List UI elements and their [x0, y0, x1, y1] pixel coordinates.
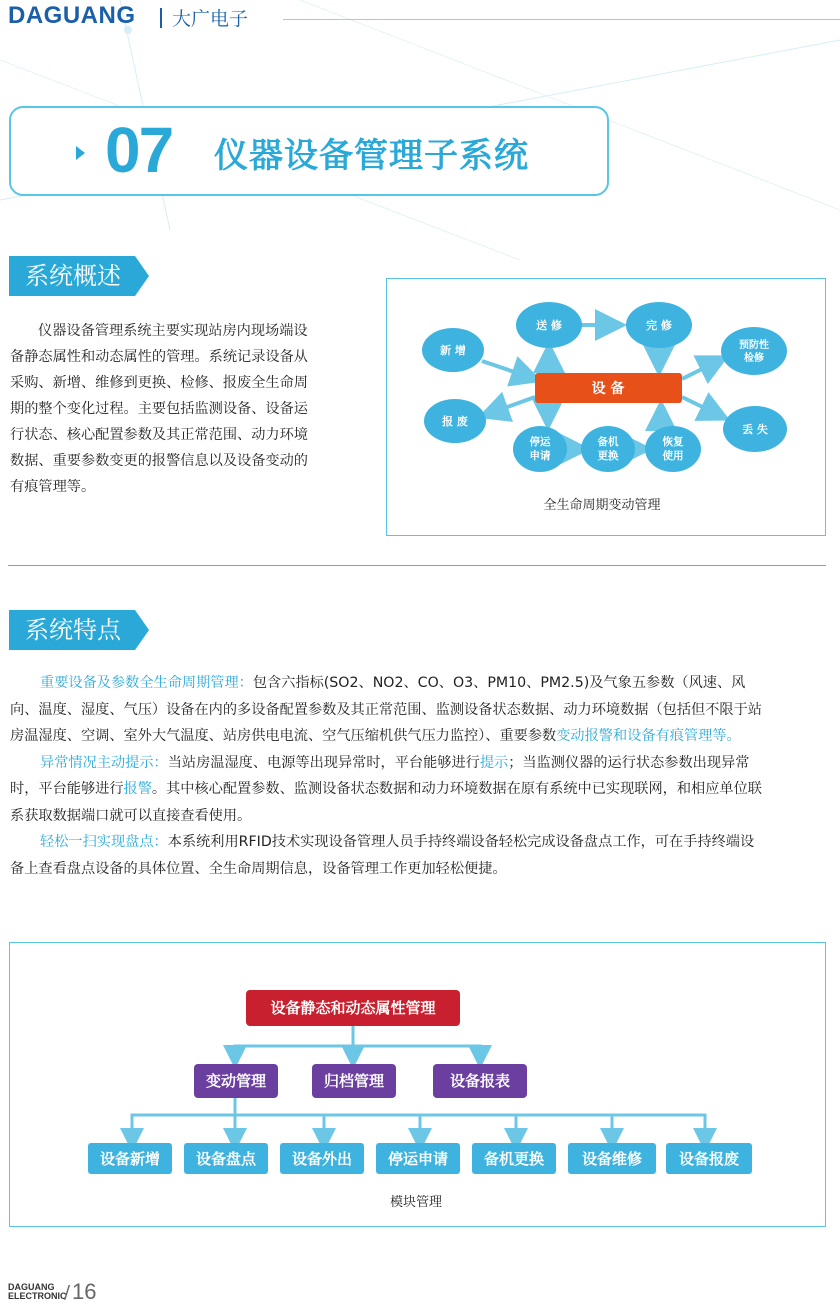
feature-item-lifecycle	[10, 670, 830, 750]
feature-text: 向、温度、湿度、气压）设备在内的多设备配置参数及其正常范围、监测设备状态数据、动力环境数据（包括但不限于站	[10, 701, 762, 718]
feature-label: 重要设备及参数全生命周期管理：	[40, 675, 253, 691]
spare-label-1: 备机	[597, 436, 619, 448]
arrow-center-to-lost	[682, 397, 723, 417]
arrow-center-to-preventive	[682, 359, 722, 379]
feature-text: 包含六指标(SO2、NO2、CO、O3、PM10、PM2.5)及气象五参数（风速、风	[252, 675, 746, 691]
stop-label-1: 停运	[529, 436, 551, 448]
root-label: 设备静态和动态属性管理	[270, 999, 436, 1017]
repair-label: 送 修	[536, 319, 562, 332]
feature-highlight: 报警	[123, 781, 152, 797]
overview-line: 有痕管理等。	[10, 479, 96, 495]
level3-label: 设备新增	[99, 1150, 161, 1168]
level3-label: 设备报废	[678, 1150, 740, 1168]
level2-label: 设备报表	[449, 1072, 511, 1090]
feature-text: 房温湿度、空调、室外大气温度、站房供电电流、空气压缩机供气压力监控）、重要参数	[10, 728, 557, 744]
overview-body	[10, 318, 350, 500]
spare-node	[581, 426, 635, 472]
feature-text: 时，平台能够进行	[10, 781, 124, 797]
feature-text: 本系统利用RFID技术实现设备管理人员手持终端设备轻松完成设备盘点工作，可在手持终端设	[167, 834, 755, 850]
header-rule	[283, 19, 840, 20]
feature-text: 系获取数据端口就可以直接查看使用。	[10, 807, 252, 824]
footer-brand	[8, 1283, 67, 1301]
module-caption: 模块管理	[389, 1195, 443, 1210]
overview-line: 行状态、核心配置参数及其正常范围、动力环境	[10, 427, 308, 443]
overview-line: 数据、重要参数变更的报警信息以及设备变动的	[10, 453, 308, 469]
brand-divider	[160, 8, 162, 28]
overview-line: 仪器设备管理系统主要实现站房内现场端设	[38, 323, 308, 339]
level2-label: 归档管理	[323, 1072, 385, 1090]
feature-highlight: 变动报警和设备有痕管理等。	[556, 728, 741, 744]
overview-line: 备静态属性和动态属性的管理。系统记录设备从	[10, 349, 308, 365]
footer-brand-bottom: ELECTRONIC	[8, 1291, 67, 1301]
footer-brand-top: DAGUANG	[8, 1282, 55, 1292]
feature-item-alerts	[10, 750, 830, 830]
level3-label: 备机更换	[483, 1150, 545, 1168]
feature-highlight: 提示	[479, 754, 509, 771]
level2-label: 变动管理	[205, 1072, 267, 1090]
overview-heading: 系统概述	[9, 256, 135, 296]
feature-text: ；当监测仪器的运行状态参数出现异常	[508, 754, 750, 771]
stop-node	[513, 426, 567, 472]
level3-label: 设备维修	[581, 1150, 643, 1168]
overview-line: 采购、新增、维修到更换、检修、报废全生命周	[10, 375, 308, 391]
feature-text: 当站房温湿度、电源等出现异常时，平台能够进行	[167, 754, 480, 771]
level3-label: 停运申请	[387, 1150, 449, 1168]
spare-label-2: 更换	[597, 450, 619, 462]
play-arrow-icon	[76, 146, 85, 160]
level3-label: 设备盘点	[195, 1150, 257, 1168]
lost-label: 丢 失	[742, 423, 768, 436]
scrap-label: 报 废	[442, 415, 468, 428]
preventive-label-1: 预防性	[739, 340, 769, 351]
features-heading: 系统特点	[9, 610, 135, 650]
brand-logo: DAGUANG	[8, 2, 136, 29]
feature-text: 。其中核心配置参数、监测设备状态数据和动力环境数据在原有系统中已实现联网，和相应单位联	[151, 781, 762, 797]
resume-label-1: 恢复	[662, 436, 684, 448]
level3-label: 设备外出	[291, 1150, 353, 1168]
module-diagram	[10, 943, 823, 1224]
done-label: 完 修	[646, 319, 672, 332]
section-title: 仪器设备管理子系统	[214, 136, 529, 176]
arrow-center-to-scrap	[485, 397, 535, 415]
lifecycle-caption: 全生命周期变动管理	[543, 498, 661, 513]
stop-label-2: 申请	[529, 450, 551, 462]
preventive-node	[721, 327, 787, 375]
footer-slash: /	[64, 1282, 71, 1303]
device-center-label: 设 备	[591, 381, 625, 397]
resume-label-2: 使用	[662, 450, 684, 462]
feature-text: 备上查看盘点设备的具体位置、全生命周期信息，设备管理工作更加轻松便捷。	[10, 860, 507, 877]
feature-label: 异常情况主动提示：	[40, 754, 168, 771]
resume-node	[645, 426, 701, 472]
feature-item-inventory	[10, 829, 830, 882]
overview-line: 期的整个变化过程。主要包括监测设备、设备运	[10, 401, 308, 417]
page-number: 16	[72, 1279, 97, 1304]
new-label: 新 增	[440, 344, 466, 357]
feature-label: 轻松一扫实现盘点：	[40, 834, 168, 850]
arrow-new-to-center	[482, 361, 535, 379]
preventive-label-2: 检修	[744, 353, 764, 364]
features-body	[10, 670, 830, 882]
section-number: 07	[105, 114, 173, 186]
lifecycle-diagram	[387, 279, 824, 534]
brand-chinese-name: 大广电子	[172, 8, 249, 30]
section-divider	[8, 565, 826, 566]
